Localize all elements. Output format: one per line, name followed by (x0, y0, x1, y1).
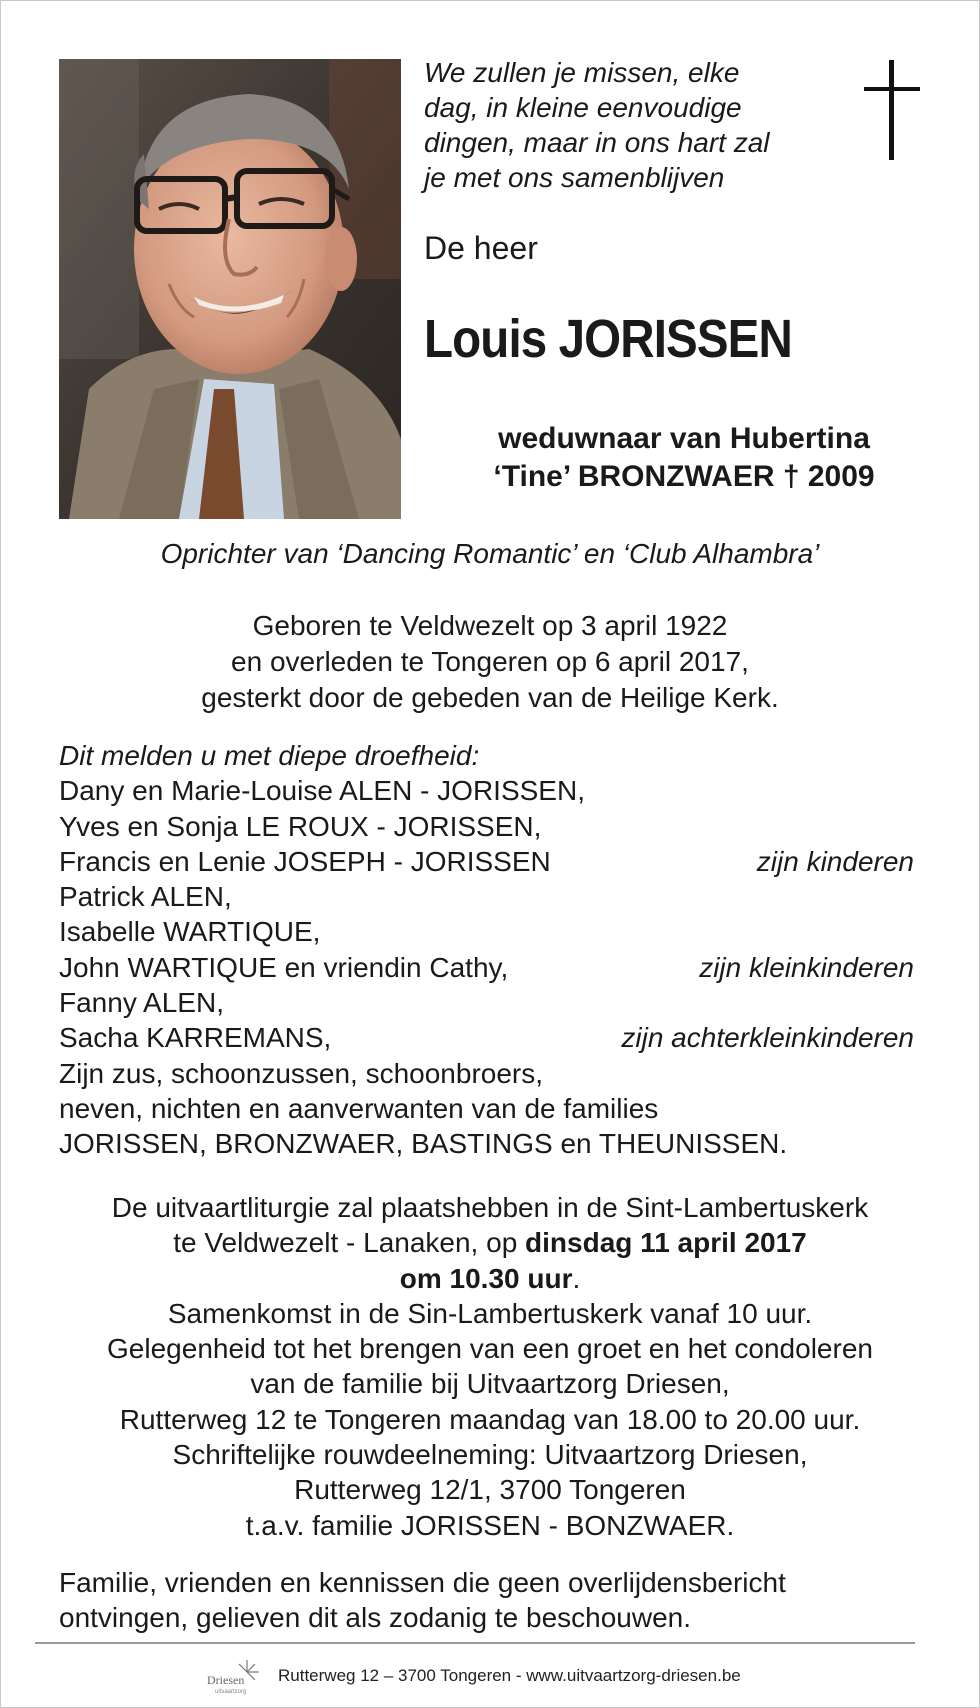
portrait-photo (59, 59, 401, 519)
family-row (59, 1126, 914, 1161)
family-name: Francis en Lenie JOSEPH - JORISSEN (59, 845, 551, 877)
widower-line-1: weduwnaar van Hubertina (498, 422, 870, 455)
driesen-logo (205, 1656, 261, 1696)
closing-notice (59, 1565, 939, 1635)
birth-death-info (0, 608, 980, 716)
service-time: om 10.30 uur (399, 1262, 573, 1294)
family-relation: zijn kinderen (756, 845, 914, 877)
salutation: De heer (424, 230, 538, 266)
service-time-line (0, 1261, 980, 1296)
family-name: Zijn zus, schoonzussen, schoonbroers, (59, 1057, 544, 1089)
svg-text:uitvaartzorg: uitvaartzorg (215, 1689, 247, 1695)
service-line: Schriftelijke rouwdeelneming: Uitvaartzorg Driesen, (172, 1439, 808, 1471)
service-date-line (0, 1225, 980, 1260)
founder-line: Oprichter van ‘Dancing Romantic’ en ‘Club Alhambra’ (160, 538, 820, 569)
family-row (59, 1056, 914, 1091)
verse-line: dingen, maar in ons hart zal (424, 127, 770, 158)
widower-line-2: ‘Tine’ BRONZWAER † 2009 (493, 460, 875, 493)
birth-line: Geboren te Veldwezelt op 3 april 1922 (252, 610, 728, 641)
footer-divider (35, 1642, 915, 1644)
family-relation: zijn achterkleinkinderen (621, 1022, 914, 1054)
family-row (59, 914, 914, 949)
service-line: De uitvaartliturgie zal plaatshebben in de Sint-Lambertuskerk (111, 1192, 869, 1223)
family-name: Yves en Sonja LE ROUX - JORISSEN, (59, 810, 542, 842)
notice-line: Familie, vrienden en kennissen die geen overlijdensbericht (59, 1567, 786, 1598)
verse-line: je met ons samenblijven (424, 162, 725, 193)
service-line: Samenkomst in de Sin-Lambertuskerk vanaf 10 uur. (167, 1297, 813, 1329)
family-row (59, 985, 914, 1020)
family-row (59, 1091, 914, 1126)
service-line: Rutterweg 12/1, 3700 Tongeren (294, 1474, 686, 1506)
svg-text:Driesen: Driesen (207, 1673, 245, 1687)
family-row (59, 773, 914, 808)
service-location: te Veldwezelt - Lanaken, op (173, 1227, 526, 1259)
footer-address: Rutterweg 12 – 3700 Tongeren - www.uitvaartzorg-driesen.be (278, 1666, 741, 1685)
family-name: Patrick ALEN, (59, 881, 232, 913)
family-name: Isabelle WARTIQUE, (59, 916, 321, 948)
family-name: neven, nichten en aanverwanten van de families (59, 1092, 659, 1124)
funeral-service-info (0, 1190, 980, 1543)
deceased-name: Louis JORISSEN (424, 309, 792, 369)
service-line: Gelegenheid tot het brengen van een groet en het condoleren (107, 1333, 873, 1365)
service-line: Rutterweg 12 te Tongeren maandag van 18.00 to 20.00 uur. (119, 1403, 861, 1435)
service-line: van de familie bij Uitvaartzorg Driesen, (250, 1368, 730, 1400)
verse-line: We zullen je missen, elke (424, 57, 740, 88)
widower-line (424, 420, 944, 496)
footer (0, 1652, 980, 1702)
cross-icon (862, 60, 922, 160)
verse-line: dag, in kleine eenvoudige (424, 92, 742, 123)
family-name: JORISSEN, BRONZWAER, BASTINGS en THEUNISSEN. (59, 1128, 788, 1160)
service-time-suffix: . (572, 1262, 581, 1294)
family-list (59, 738, 914, 1162)
service-line: t.a.v. familie JORISSEN - BONZWAER. (245, 1509, 735, 1541)
family-row (59, 950, 914, 985)
family-row (59, 809, 914, 844)
family-name: Sacha KARREMANS, (59, 1022, 332, 1054)
memorial-verse (424, 55, 824, 195)
family-relation: zijn kleinkinderen (699, 951, 914, 983)
family-intro: Dit melden u met diepe droefheid: (59, 740, 480, 771)
family-name: Fanny ALEN, (59, 987, 224, 1019)
family-name: John WARTIQUE en vriendin Cathy, (59, 951, 509, 983)
notice-line: ontvingen, gelieven dit als zodanig te beschouwen. (59, 1602, 691, 1633)
family-name: Dany en Marie-Louise ALEN - JORISSEN, (59, 775, 585, 807)
service-date: dinsdag 11 april 2017 (525, 1227, 807, 1259)
death-line: en overleden te Tongeren op 6 april 2017, (231, 646, 749, 677)
family-row (59, 844, 914, 879)
family-row (59, 879, 914, 914)
family-row (59, 1020, 914, 1055)
blessing-line: gesterkt door de gebeden van de Heilige Kerk. (201, 682, 779, 713)
